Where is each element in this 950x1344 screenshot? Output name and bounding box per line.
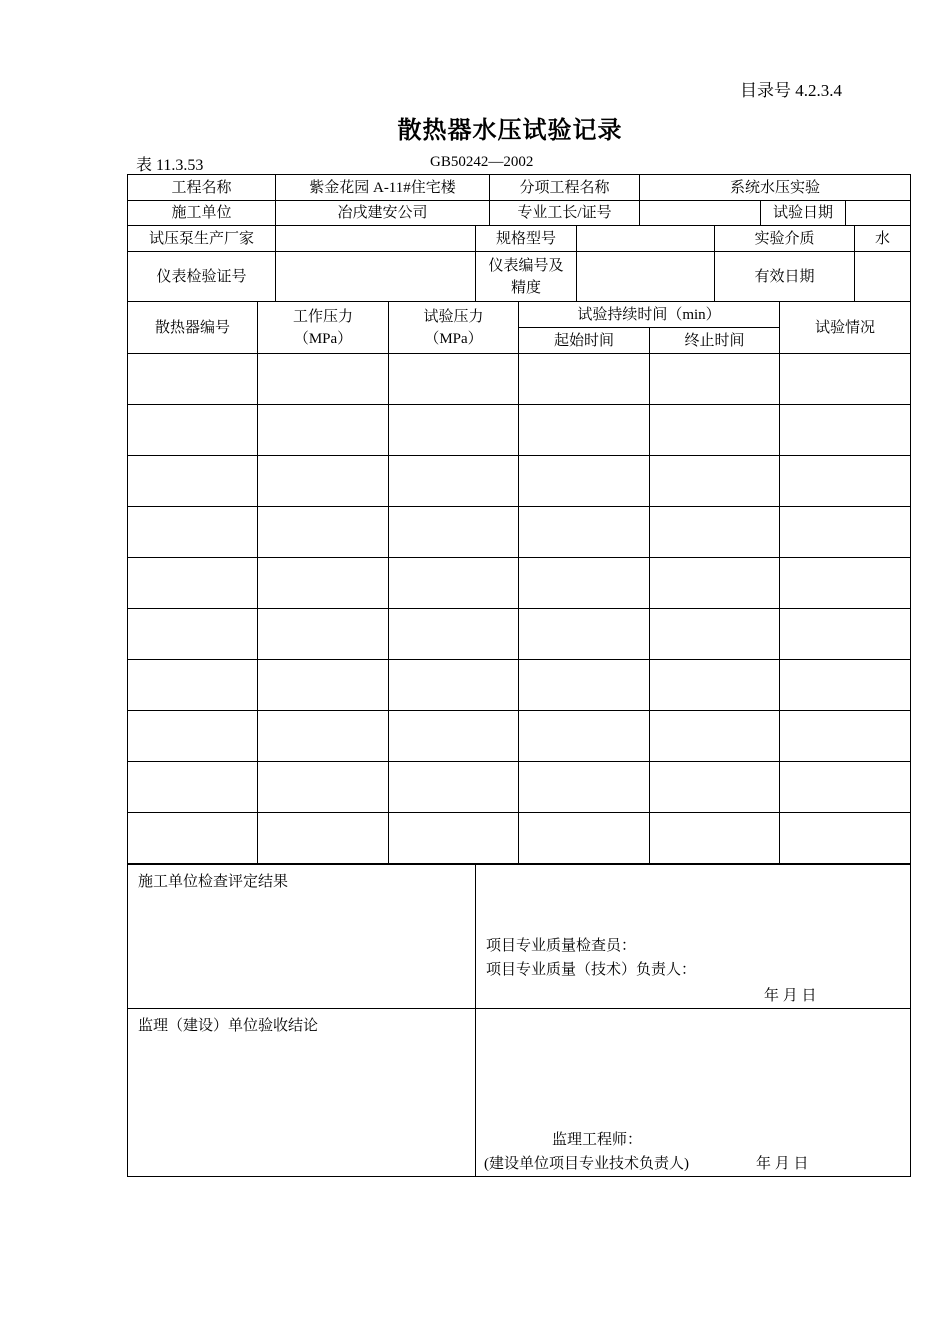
col-radiator-number: 散热器编号: [128, 302, 258, 354]
table-row: [128, 507, 911, 558]
table-row: [128, 456, 911, 507]
engineer-label: 监理工程师：: [552, 1132, 643, 1148]
grid-cell[interactable]: [780, 507, 911, 558]
col-test-pressure: [389, 302, 519, 354]
test-pressure-unit: （MPa）: [424, 330, 483, 347]
grid-body: [128, 354, 911, 864]
grid-cell[interactable]: [519, 813, 650, 864]
signoff-table: [127, 864, 911, 1177]
grid-cell[interactable]: [650, 558, 780, 609]
grid-cell[interactable]: [258, 711, 389, 762]
pump-maker-value[interactable]: [276, 226, 476, 252]
cert-label: 仪表检验证号: [128, 252, 276, 302]
grid-cell[interactable]: [258, 405, 389, 456]
medium-label: 实验介质: [715, 226, 855, 252]
work-pressure-unit: （MPa）: [293, 330, 353, 347]
grid-cell[interactable]: [258, 354, 389, 405]
grid-cell[interactable]: [258, 609, 389, 660]
page-title: 散热器水压试验记录: [397, 116, 623, 144]
grid-cell[interactable]: [128, 813, 258, 864]
col-start-time: 起始时间: [519, 328, 650, 354]
grid-cell[interactable]: [780, 711, 911, 762]
test-pressure-label: 试验压力: [423, 308, 484, 325]
valid-date-value[interactable]: [855, 252, 911, 302]
table-row: [128, 813, 911, 864]
inspector-label: 项目专业质量检查员：: [486, 938, 637, 954]
quality-lead-label: 项目专业质量（技术）负责人：: [486, 962, 697, 978]
grid-cell[interactable]: [780, 456, 911, 507]
table-row: [128, 762, 911, 813]
grid-cell[interactable]: [128, 660, 258, 711]
grid-cell[interactable]: [650, 456, 780, 507]
pump-maker-label: 试压泵生产厂家: [128, 226, 276, 252]
date-label-2: 年 月 日: [756, 1156, 809, 1172]
grid-cell[interactable]: [650, 711, 780, 762]
grid-cell[interactable]: [519, 405, 650, 456]
supervisor-cell[interactable]: [476, 1009, 911, 1177]
model-value[interactable]: [577, 226, 715, 252]
table-row: [128, 558, 911, 609]
grid-cell[interactable]: [780, 405, 911, 456]
grid-cell[interactable]: [128, 711, 258, 762]
grid-cell[interactable]: [519, 609, 650, 660]
project-name-value[interactable]: 紫金花园 A-11#住宅楼: [276, 175, 490, 201]
valid-date-label: 有效日期: [715, 252, 855, 302]
grid-cell[interactable]: [650, 609, 780, 660]
grid-cell[interactable]: [128, 405, 258, 456]
grid-cell[interactable]: [519, 660, 650, 711]
col-work-pressure: [258, 302, 389, 354]
grid-cell[interactable]: [258, 456, 389, 507]
grid-cell[interactable]: [780, 762, 911, 813]
grid-cell[interactable]: [389, 660, 519, 711]
sub-project-label: 分项工程名称: [490, 175, 640, 201]
grid-cell[interactable]: [650, 660, 780, 711]
info-table-top: [127, 174, 911, 226]
catalog-number: 目录号 4.2.3.4: [740, 81, 842, 100]
grid-cell[interactable]: [650, 354, 780, 405]
grid-cell[interactable]: [650, 813, 780, 864]
owner-rep-label: (建设单位项目专业技术负责人): [484, 1156, 689, 1172]
grid-cell[interactable]: [389, 813, 519, 864]
contractor-eval-cell[interactable]: [476, 865, 911, 1009]
table-number: 表 11.3.53: [136, 157, 204, 174]
grid-cell[interactable]: [389, 762, 519, 813]
grid-cell[interactable]: [389, 711, 519, 762]
gauge-label: 仪表编号及精度: [476, 252, 577, 302]
standard-code: GB50242—2002: [430, 154, 534, 170]
table-row: [128, 405, 911, 456]
grid-cell[interactable]: [519, 354, 650, 405]
model-label: 规格型号: [476, 226, 577, 252]
foreman-value[interactable]: [640, 201, 761, 226]
table-row: [128, 660, 911, 711]
contractor-eval-label: 施工单位检查评定结果: [128, 865, 476, 1009]
medium-value[interactable]: 水: [855, 226, 911, 252]
grid-cell[interactable]: [780, 558, 911, 609]
grid-cell[interactable]: [519, 558, 650, 609]
grid-cell[interactable]: [389, 405, 519, 456]
col-duration: 试验持续时间（min）: [519, 302, 780, 328]
grid-cell[interactable]: [128, 507, 258, 558]
contractor-value[interactable]: 冶戌建安公司: [276, 201, 490, 226]
grid-cell[interactable]: [650, 507, 780, 558]
grid-cell[interactable]: [780, 609, 911, 660]
grid-cell[interactable]: [519, 762, 650, 813]
grid-cell[interactable]: [650, 762, 780, 813]
gauge-value[interactable]: [577, 252, 715, 302]
grid-cell[interactable]: [519, 711, 650, 762]
grid-cell[interactable]: [128, 456, 258, 507]
grid-cell[interactable]: [780, 354, 911, 405]
grid-cell[interactable]: [389, 558, 519, 609]
grid-cell[interactable]: [258, 507, 389, 558]
grid-cell[interactable]: [650, 405, 780, 456]
table-row: [128, 609, 911, 660]
foreman-label: 专业工长/证号: [490, 201, 640, 226]
grid-cell[interactable]: [128, 354, 258, 405]
grid-cell[interactable]: [128, 558, 258, 609]
grid-cell[interactable]: [258, 558, 389, 609]
grid-cell[interactable]: [780, 660, 911, 711]
table-row: [128, 354, 911, 405]
sub-project-value[interactable]: 系统水压实验: [640, 175, 911, 201]
project-name-label: 工程名称: [128, 175, 276, 201]
grid-cell[interactable]: [389, 609, 519, 660]
supervisor-label: 监理（建设）单位验收结论: [128, 1009, 476, 1177]
col-end-time: 终止时间: [650, 328, 780, 354]
date-label-1: 年 月 日: [764, 988, 817, 1004]
grid-cell[interactable]: [389, 456, 519, 507]
test-date-value[interactable]: [846, 201, 911, 226]
cert-value[interactable]: [276, 252, 476, 302]
grid-cell[interactable]: [780, 813, 911, 864]
grid-cell[interactable]: [519, 456, 650, 507]
test-date-label: 试验日期: [761, 201, 846, 226]
contractor-label: 施工单位: [128, 201, 276, 226]
col-test-result: 试验情况: [780, 302, 911, 354]
table-row: [128, 711, 911, 762]
grid-cell[interactable]: [389, 507, 519, 558]
work-pressure-label: 工作压力: [292, 308, 353, 325]
grid-cell[interactable]: [389, 354, 519, 405]
grid-cell[interactable]: [128, 762, 258, 813]
grid-cell[interactable]: [258, 813, 389, 864]
grid-cell[interactable]: [519, 507, 650, 558]
info-table-middle: [127, 225, 911, 302]
radiator-test-grid: [127, 301, 911, 864]
grid-cell[interactable]: [258, 660, 389, 711]
grid-cell[interactable]: [128, 609, 258, 660]
grid-cell[interactable]: [258, 762, 389, 813]
